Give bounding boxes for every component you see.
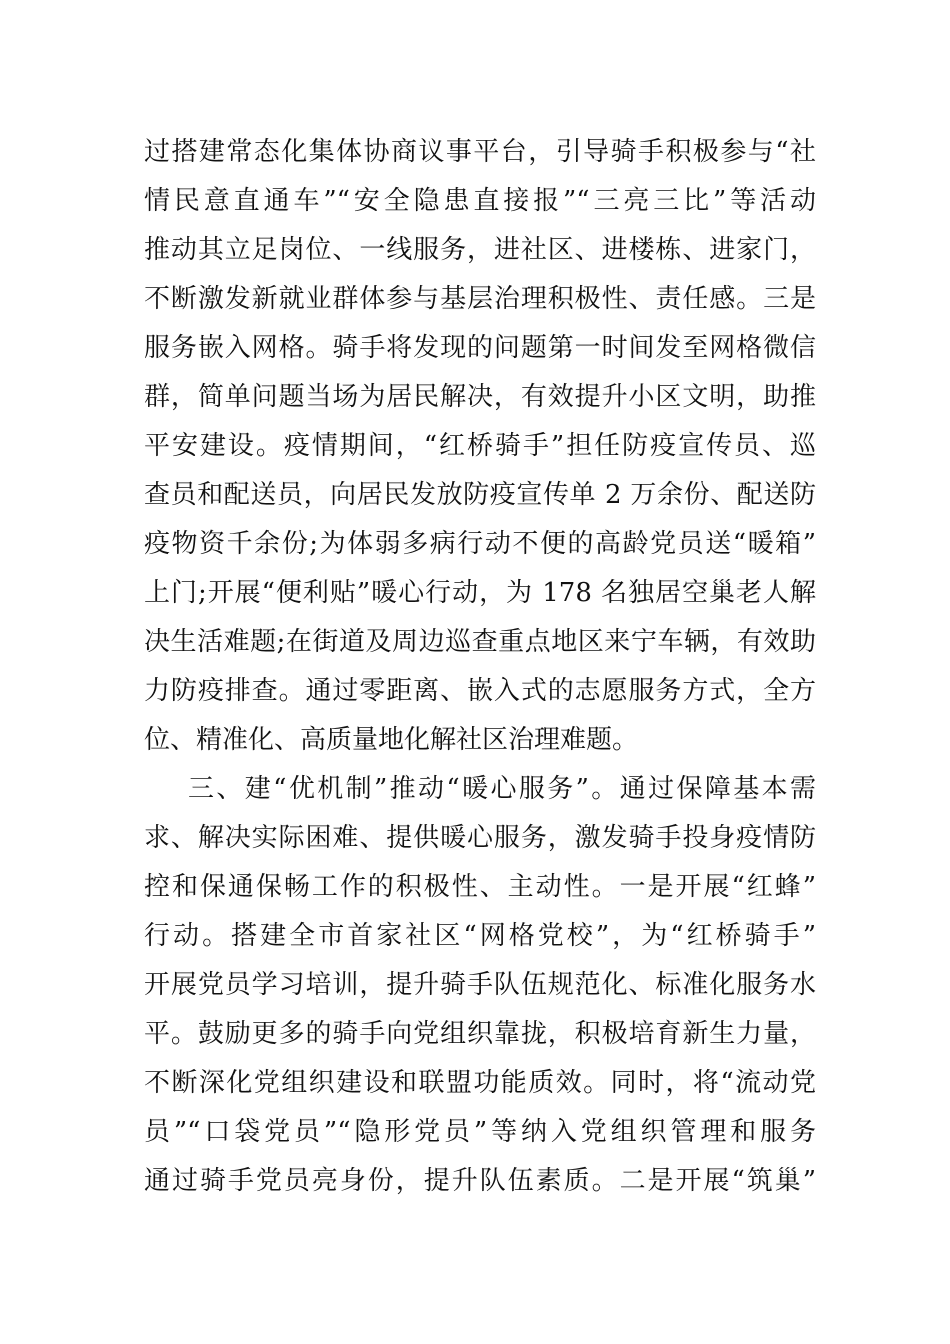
text-line: 群，简单问题当场为居民解决，有效提升小区文明，助推 [144, 382, 816, 412]
text-line: 推动其立足岗位、一线服务，进社区、进楼栋、进家门， [144, 235, 816, 265]
text-line: 行动。搭建全市首家社区“网格党校”，为“红桥骑手” [144, 921, 816, 951]
text-line: 疫物资千余份;为体弱多病行动不便的高龄党员送“暖箱” [144, 529, 816, 559]
text-line: 平。鼓励更多的骑手向党组织靠拢，积极培育新生力量， [144, 1019, 816, 1049]
body-text [144, 128, 816, 1206]
text-line: 过搭建常态化集体协商议事平台，引导骑手积极参与“社 [144, 137, 816, 167]
text-line: 服务嵌入网格。骑手将发现的问题第一时间发至网格微信 [144, 333, 816, 363]
paragraph-heading-line: 三、建“优机制”推动“暖心服务”。通过保障基本需 [188, 774, 816, 804]
text-line: 不断激发新就业群体参与基层治理积极性、责任感。三是 [144, 284, 816, 314]
text-line: 员”“口袋党员”“隐形党员”等纳入党组织管理和服务 [144, 1117, 816, 1147]
text-line: 力防疫排查。通过零距离、嵌入式的志愿服务方式，全方 [144, 676, 816, 706]
text-line: 位、精准化、高质量地化解社区治理难题。 [144, 725, 639, 755]
text-line: 开展党员学习培训，提升骑手队伍规范化、标准化服务水 [144, 970, 816, 1000]
text-line: 平安建设。疫情期间，“红桥骑手”担任防疫宣传员、巡 [144, 431, 816, 461]
text-line: 查员和配送员，向居民发放防疫宣传单 2 万余份、配送防 [144, 480, 816, 510]
text-line: 控和保通保畅工作的积极性、主动性。一是开展“红蜂” [144, 872, 816, 902]
text-line: 不断深化党组织建设和联盟功能质效。同时，将“流动党 [144, 1068, 816, 1098]
text-line: 通过骑手党员亮身份，提升队伍素质。二是开展“筑巢” [144, 1166, 816, 1196]
text-line: 情民意直通车”“安全隐患直接报”“三亮三比”等活动 [144, 186, 816, 216]
text-line: 求、解决实际困难、提供暖心服务，激发骑手投身疫情防 [144, 823, 816, 853]
text-line: 上门;开展“便利贴”暖心行动，为 178 名独居空巢老人解 [144, 578, 816, 608]
text-line: 决生活难题;在街道及周边巡查重点地区来宁车辆，有效助 [144, 627, 816, 657]
